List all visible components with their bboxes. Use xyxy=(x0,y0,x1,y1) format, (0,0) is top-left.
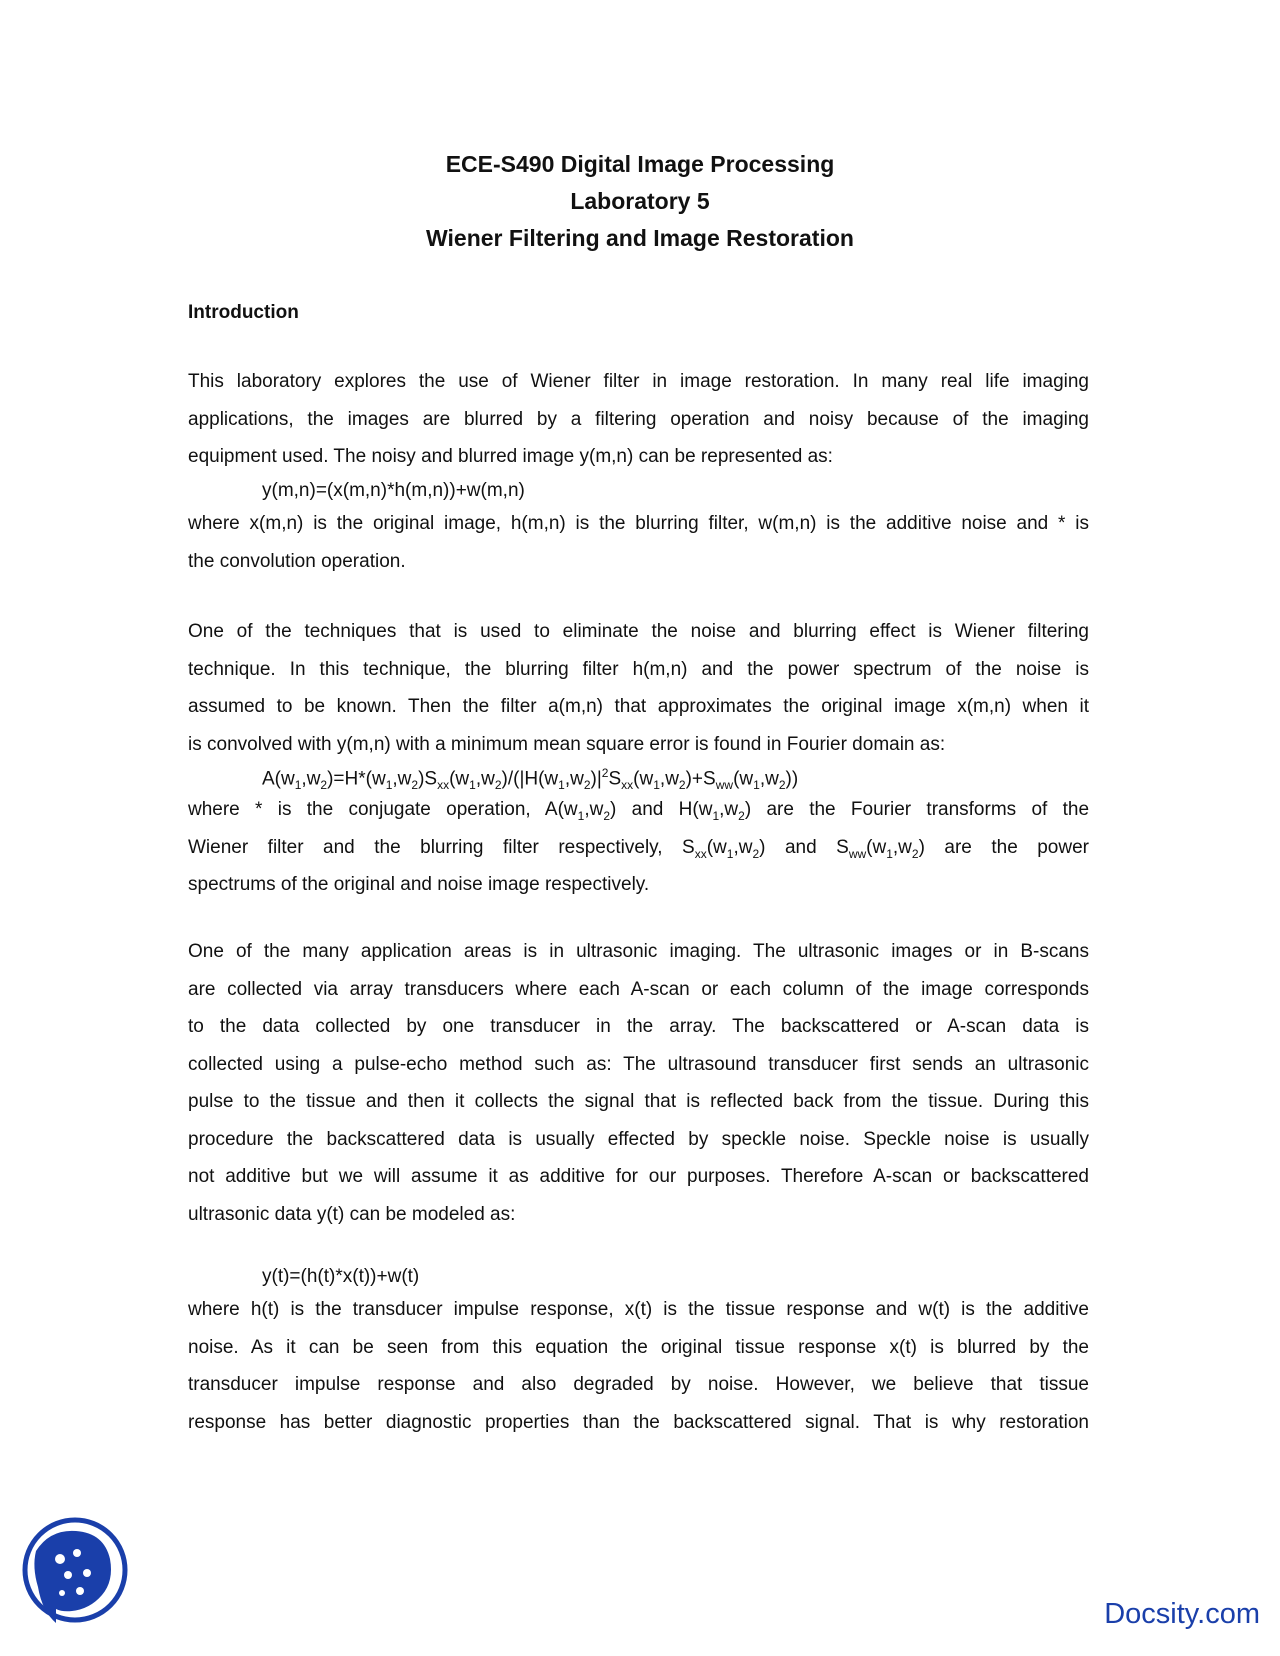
text-line: ultrasonic data y(t) can be modeled as: xyxy=(188,1203,516,1225)
docsity-logo-icon[interactable] xyxy=(20,1515,130,1625)
text-line: spectrums of the original and noise image respectively. xyxy=(188,874,650,895)
text-line: response has better diagnostic properties than the backscattered signal. That is why restoration xyxy=(188,1411,1089,1433)
text-line: Wiener filter and the blurring filter respectively, $S_{xx}(w_1,w_2)$ and $S_{ww}(w_1,w_2)$ are the power xyxy=(188,836,1089,861)
text-line: equipment used. The noisy and blurred image y(m,n) can be represented as: xyxy=(188,446,833,467)
text-line: One of the many application areas is in ultrasonic imaging. The ultrasonic images or in B-scans xyxy=(188,941,1089,962)
text-line: technique. In this technique, the blurring filter h(m,n) and the power spectrum of the noise is xyxy=(188,658,1089,680)
text-line: pulse to the tissue and then it collects the signal that is reflected back from the tissue. During this xyxy=(188,1091,1089,1112)
paragraph-definitions xyxy=(188,505,1089,580)
text-line: This laboratory explores the use of Wiener filter in image restoration. In many real life imaging xyxy=(188,371,1089,392)
lab-number: Laboratory 5 xyxy=(570,188,710,214)
paragraph-impulse xyxy=(188,1291,1089,1441)
text-line: One of the techniques that is used to eliminate the noise and blurring effect is Wiener filtering xyxy=(188,621,1089,642)
paragraph-wiener xyxy=(188,613,1089,763)
document-title xyxy=(0,146,1280,257)
text-line: procedure the backscattered data is usually effected by speckle noise. Speckle noise is usually xyxy=(188,1128,1089,1150)
text-line: where x(m,n) is the original image, h(m,n) is the blurring filter, w(m,n) is the additive noise and * is xyxy=(188,513,1089,534)
course-title: ECE-S490 Digital Image Processing xyxy=(445,151,835,177)
text-line: not additive but we will assume it as additive for our purposes. Therefore A-scan or backscattered xyxy=(188,1166,1089,1187)
text-line: collected using a pulse-echo method such as: The ultrasound transducer first sends an ultrasonic xyxy=(188,1053,1089,1075)
text-line: transducer impulse response and also degraded by noise. However, we believe that tissue xyxy=(188,1374,1089,1395)
paragraph-conjugate xyxy=(188,791,1089,904)
paragraph-intro xyxy=(188,363,1089,476)
text-line: where h(t) is the transducer impulse response, x(t) is the tissue response and w(t) is the additive xyxy=(188,1299,1089,1320)
text-line: are collected via array transducers where each A-scan or each column of the image corresponds xyxy=(188,978,1089,1000)
equation-ultrasonic-model: y(t)=(h(t)*x(t))+w(t) xyxy=(262,1266,420,1287)
equation-wiener-filter: $A(w_1,w_2)=H*(w_1,w_2)S_{xx}(w_1,w_2)/(|H(w_1,w_2)|^2S_{xx}(w_1,w_2)+S_{ww}(w_1,w_2))$ xyxy=(262,766,799,793)
lab-title: Wiener Filtering and Image Restoration xyxy=(426,225,854,251)
text-line: is convolved with y(m,n) with a minimum mean square error is found in Fourier domain as: xyxy=(188,733,946,755)
text-line: assumed to be known. Then the filter a(m,n) that approximates the original image x(m,n) when it xyxy=(188,696,1089,717)
text-line: noise. As it can be seen from this equation the original tissue response x(t) is blurred by the xyxy=(188,1336,1089,1358)
equation-degradation: y(m,n)=(x(m,n)*h(m,n))+w(m,n) xyxy=(262,480,525,501)
docsity-watermark[interactable]: Docsity.com xyxy=(1104,1598,1260,1630)
text-line: to the data collected by one transducer in the array. The backscattered or A-scan data is xyxy=(188,1016,1089,1037)
text-line: the convolution operation. xyxy=(188,550,406,572)
text-line: applications, the images are blurred by a filtering operation and noisy because of the imaging xyxy=(188,408,1089,430)
section-heading: Introduction xyxy=(188,302,299,323)
text-line: where * is the conjugate operation, $A(w_1,w_2)$ and $H(w_1,w_2)$ are the Fourier transforms of the xyxy=(188,799,1090,823)
paragraph-ultrasonic xyxy=(188,933,1089,1233)
